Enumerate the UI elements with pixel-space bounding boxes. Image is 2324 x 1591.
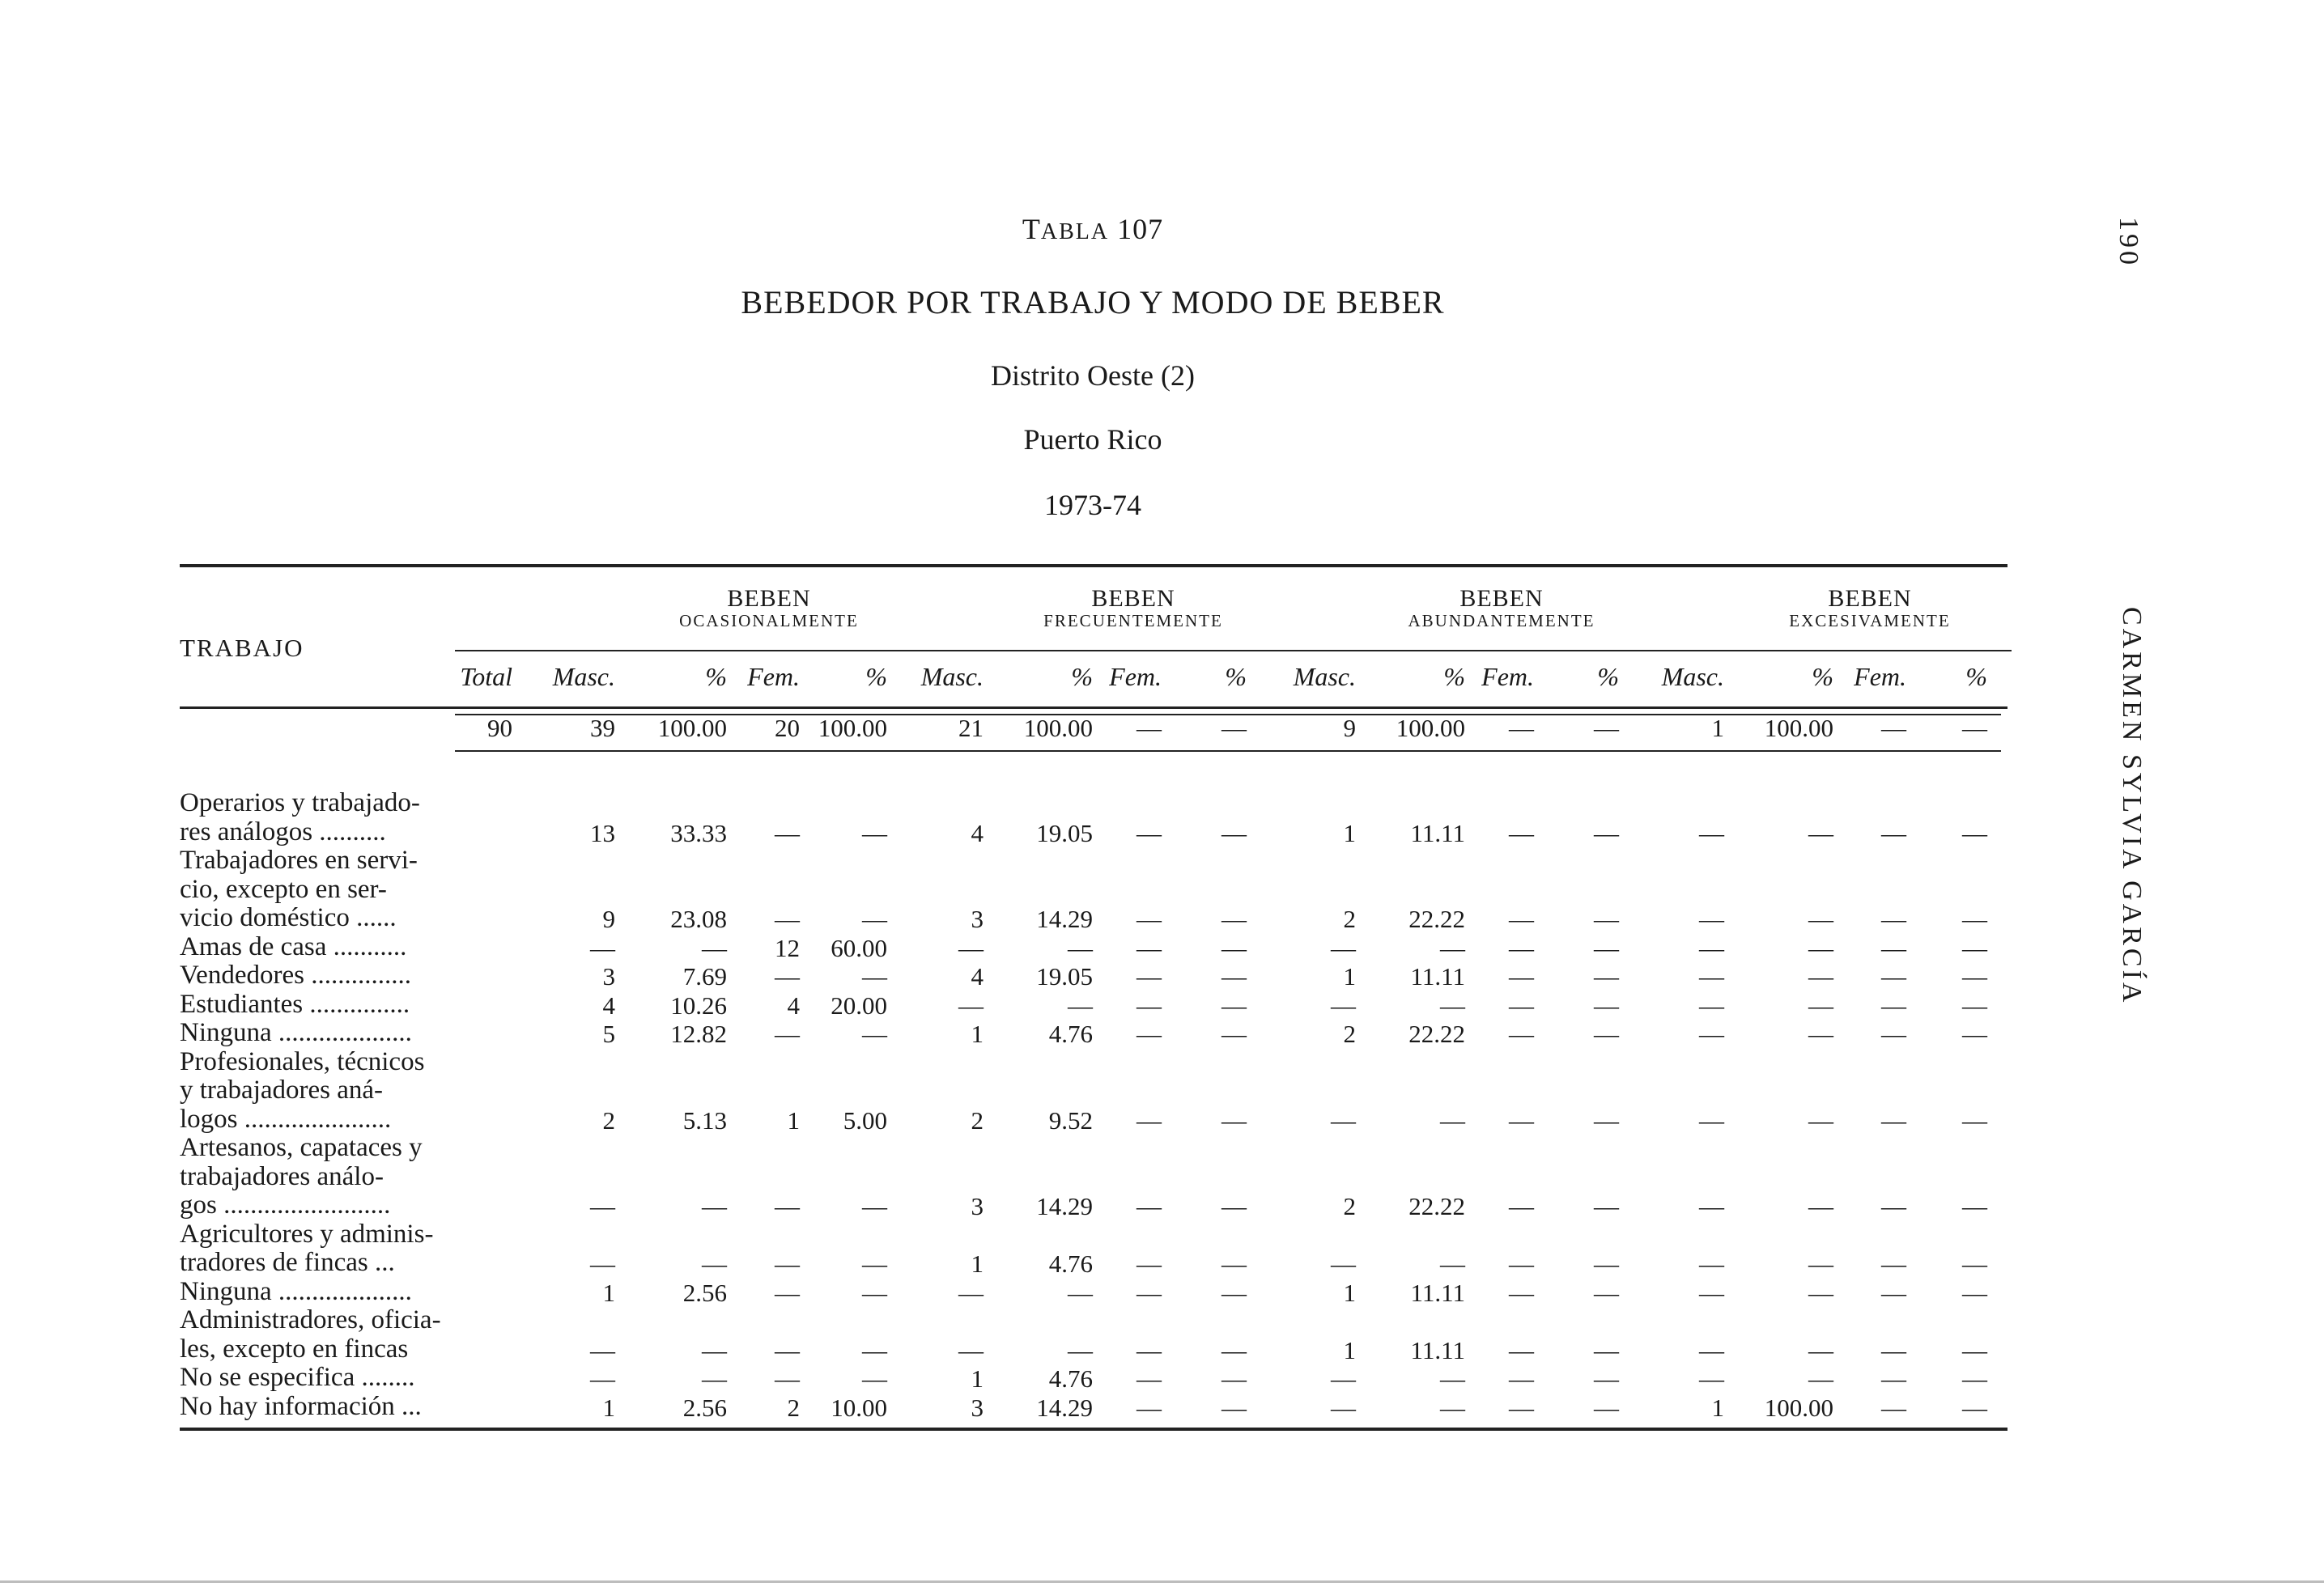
table-cell: — (862, 1278, 887, 1307)
table-cell: 14.29 (1036, 1393, 1093, 1422)
table-cell: — (1594, 1393, 1619, 1422)
table-cell: 3 (971, 1393, 984, 1422)
table-cell: 4.76 (1048, 1020, 1093, 1048)
row-label: Agricultores y adminis- (180, 1219, 434, 1249)
table-cell: — (1221, 1192, 1247, 1220)
table-cell: — (590, 1249, 615, 1278)
subheader-col: Fem. (1481, 662, 1534, 691)
table-cell: — (1509, 962, 1534, 991)
group-header-line2: ABUNDANTEMENTE (1408, 610, 1595, 630)
table-cell: — (1331, 1364, 1356, 1393)
top-rule (180, 564, 2007, 567)
row-label: Vendedores ............... (180, 961, 411, 990)
table-cell: — (1221, 1393, 1247, 1422)
table-cell: — (1137, 1278, 1162, 1307)
table-cell: — (862, 1364, 887, 1393)
group-header-line2: EXCESIVAMENTE (1789, 610, 1951, 630)
table-cell: — (1594, 1364, 1619, 1393)
table-cell: 100.00 (1764, 1393, 1833, 1422)
row-label: gos ......................... (180, 1190, 391, 1220)
table-cell: — (1699, 1249, 1724, 1278)
table-cell: 22.22 (1408, 1192, 1465, 1220)
table-cell: — (1509, 1249, 1534, 1278)
group-header-4 (1668, 586, 2072, 630)
table-cell: — (1699, 1278, 1724, 1307)
row-label: les, excepto en fincas (180, 1334, 409, 1364)
table-cell: — (1509, 818, 1534, 847)
table-cell: — (1331, 1249, 1356, 1278)
table-cell: 1 (971, 1249, 984, 1278)
subheader-col: % (1225, 662, 1247, 691)
total-cell: 21 (958, 714, 984, 742)
table-cell: — (1137, 1335, 1162, 1364)
table-cell: — (1221, 1105, 1247, 1135)
subheader-col: % (1071, 662, 1093, 691)
table-cell: 22.22 (1408, 905, 1465, 933)
subheader-col: Fem. (1109, 662, 1162, 691)
total-cell: 20 (775, 714, 800, 742)
table-cell: — (1594, 905, 1619, 933)
row-label: cio, excepto en ser- (180, 874, 387, 904)
page-number: 190 (2114, 217, 2143, 268)
table-cell: — (1440, 1249, 1465, 1278)
subheader-col: % (1443, 662, 1465, 691)
table-cell: — (1068, 1335, 1093, 1364)
table-cell: — (1699, 818, 1724, 847)
table-cell: — (1509, 1192, 1534, 1220)
row-label: Ninguna .................... (180, 1276, 412, 1306)
table-cell: — (775, 818, 800, 847)
row-label: y trabajadores aná- (180, 1076, 384, 1105)
subheader-col: Fem. (1854, 662, 1906, 691)
table-cell: — (862, 1192, 887, 1220)
table-cell: — (1881, 905, 1906, 933)
table-cell: — (1881, 962, 1906, 991)
table-cell: — (1808, 1335, 1833, 1364)
total-cell: 100.00 (657, 714, 727, 742)
table-cell: 2 (787, 1393, 800, 1422)
subheader-col: Masc. (1661, 662, 1724, 691)
table-cell: — (1221, 905, 1247, 933)
total-cell: — (1594, 714, 1619, 742)
table-cell: — (1808, 1020, 1833, 1048)
table-cell: — (1221, 1335, 1247, 1364)
row-label: Artesanos, capataces y (180, 1133, 423, 1162)
table-cell: — (1331, 1105, 1356, 1135)
table-cell: — (1962, 1335, 1987, 1364)
table-cell: — (1509, 1105, 1534, 1135)
table-cell: 3 (602, 962, 615, 991)
table-cell: 3 (971, 905, 984, 933)
total-cell: 100.00 (1396, 714, 1465, 742)
table-cell: — (1881, 991, 1906, 1020)
table-cell: — (702, 1335, 727, 1364)
table-cell: — (1509, 933, 1534, 962)
table-cell: 60.00 (831, 933, 887, 962)
table-cell: — (1699, 1105, 1724, 1135)
row-label: trabajadores análo- (180, 1161, 384, 1191)
table-cell: — (590, 1364, 615, 1393)
table-cell: — (862, 818, 887, 847)
row-label: tradores de fincas ... (180, 1248, 395, 1277)
subheader-col: % (1812, 662, 1833, 691)
table-cell: 14.29 (1036, 1192, 1093, 1220)
table-cell: 5.13 (682, 1105, 727, 1135)
table-cell: — (775, 1335, 800, 1364)
table-cell: 14.29 (1036, 905, 1093, 933)
table-cell: — (1594, 1249, 1619, 1278)
table-cell: — (1509, 1335, 1534, 1364)
row-label: Profesionales, técnicos (180, 1046, 425, 1076)
row-label: Trabajadores en servi- (180, 846, 418, 875)
table-cell: 5.00 (843, 1105, 887, 1135)
table-cell: — (862, 905, 887, 933)
table-cell: — (1137, 818, 1162, 847)
row-label: No hay información ... (180, 1391, 422, 1421)
total-cell: 9 (1343, 714, 1356, 742)
table-number-label: TABLA 107 (1022, 213, 1164, 245)
table-cell: 1 (971, 1020, 984, 1048)
table-cell: — (1962, 818, 1987, 847)
table-cell: — (702, 1364, 727, 1393)
total-value: 90 (487, 714, 512, 742)
table-cell: 1 (602, 1278, 615, 1307)
table-cell: — (1962, 1105, 1987, 1135)
table-cell: — (1509, 905, 1534, 933)
table-cell: — (1881, 1105, 1906, 1135)
group-header-line2: FRECUENTEMENTE (1043, 610, 1223, 630)
row-label: Amas de casa ........... (180, 931, 407, 961)
table-cell: 20.00 (831, 991, 887, 1020)
group-header-2 (931, 586, 1336, 630)
table-cell: — (1440, 1105, 1465, 1135)
table-cell: 1 (1343, 1278, 1356, 1307)
table-cell: — (1962, 991, 1987, 1020)
subheader-underline (455, 650, 2001, 651)
table-cell: — (1137, 991, 1162, 1020)
table-cell: — (1808, 962, 1833, 991)
subheader-total: Total (460, 662, 512, 691)
table-cell: — (1137, 1364, 1162, 1393)
table-cell: — (1962, 905, 1987, 933)
row-label: Estudiantes ............... (180, 989, 410, 1019)
row-label: No se especifica ........ (180, 1363, 415, 1392)
table-cell: 10.00 (831, 1393, 887, 1422)
table-cell: 2 (971, 1105, 984, 1135)
table-cell: — (1962, 1278, 1987, 1307)
table-cell: — (1331, 1393, 1356, 1422)
table-cell: — (1594, 1335, 1619, 1364)
subheader-col: Masc. (552, 662, 615, 691)
table-cell: — (1221, 962, 1247, 991)
table-title: BEBEDOR POR TRABAJO Y MODO DE BEBER (741, 284, 1445, 320)
table-cell: — (1699, 1020, 1724, 1048)
table-cell: — (1881, 933, 1906, 962)
total-cell: — (1962, 714, 1987, 742)
table-cell: — (1881, 818, 1906, 847)
table-cell: — (1068, 933, 1093, 962)
table-cell: — (1594, 1105, 1619, 1135)
table-cell: — (1594, 1278, 1619, 1307)
subheader-col: Fem. (747, 662, 800, 691)
table-cell: — (1509, 1278, 1534, 1307)
table-cell: — (590, 1192, 615, 1220)
table-cell: — (1509, 1364, 1534, 1393)
table-cell: 4 (602, 991, 615, 1020)
row-label: Administradores, oficia- (180, 1305, 441, 1334)
total-cell: — (1509, 714, 1534, 742)
table-cell: 9.52 (1048, 1105, 1093, 1135)
table-cell: — (958, 1278, 984, 1307)
row-label: res análogos .......... (180, 817, 386, 846)
table-cell: — (1808, 1278, 1833, 1307)
row-header: TRABAJO (180, 634, 304, 662)
group-header-1 (567, 586, 971, 630)
table-cell: — (1221, 1249, 1247, 1278)
totals-bottom-rule (455, 750, 2001, 752)
table-cell: 1 (1343, 962, 1356, 991)
table-cell: — (775, 1249, 800, 1278)
table-cell: — (1137, 1393, 1162, 1422)
table-cell: 19.05 (1036, 962, 1093, 991)
table-cell: 9 (602, 905, 615, 933)
subheader-bottom-rule (180, 706, 2007, 709)
table-cell: — (775, 962, 800, 991)
table-cell: 33.33 (670, 818, 727, 847)
table-cell: — (1594, 962, 1619, 991)
row-label: Operarios y trabajado- (180, 788, 420, 817)
table-cell: — (1331, 991, 1356, 1020)
table-cell: 4.76 (1048, 1249, 1093, 1278)
table-cell: — (1808, 1364, 1833, 1393)
table-cell: 1 (1343, 1335, 1356, 1364)
table-cell: — (1440, 1364, 1465, 1393)
table-cell: — (1808, 1105, 1833, 1135)
table-cell: — (702, 1192, 727, 1220)
total-cell: — (1881, 714, 1906, 742)
bottom-rule (180, 1428, 2007, 1431)
table-cell: 11.11 (1410, 1335, 1465, 1364)
table-cell: 4 (787, 991, 800, 1020)
table-cell: 2 (1343, 905, 1356, 933)
table-cell: — (1699, 991, 1724, 1020)
table-cell: — (1881, 1192, 1906, 1220)
table-cell: — (1068, 1278, 1093, 1307)
table-cell: 2 (602, 1105, 615, 1135)
table-cell: 23.08 (670, 905, 727, 933)
subheader-col: Masc. (1293, 662, 1356, 691)
table-cell: — (958, 933, 984, 962)
table-cell: — (958, 1335, 984, 1364)
table-cell: — (1068, 991, 1093, 1020)
table-cell: — (1962, 933, 1987, 962)
table-cell: — (1808, 933, 1833, 962)
table-cell: 1 (971, 1364, 984, 1393)
total-cell: 100.00 (1023, 714, 1093, 742)
table-cell: — (862, 962, 887, 991)
table-cell: — (1440, 991, 1465, 1020)
table-cell: — (1440, 1393, 1465, 1422)
table-cell: 1 (787, 1105, 800, 1135)
group-header-3 (1299, 586, 1704, 630)
table-cell: 19.05 (1036, 818, 1093, 847)
group-header-line1: BEBEN (727, 585, 811, 612)
table-cell: — (1881, 1278, 1906, 1307)
table-cell: — (1962, 1192, 1987, 1220)
total-cell: — (1221, 714, 1247, 742)
table-cell: — (1137, 1192, 1162, 1220)
table-cell: — (1808, 905, 1833, 933)
table-cell: 11.11 (1410, 818, 1465, 847)
running-head: CARMEN SYLVIA GARCÍA (2117, 607, 2147, 1006)
page-edge (0, 1580, 2324, 1583)
subheader-col: % (1965, 662, 1987, 691)
subtitle-period: 1973-74 (1044, 489, 1141, 521)
row-label: logos ...................... (180, 1104, 392, 1134)
table-cell: — (1699, 933, 1724, 962)
table-cell: — (702, 933, 727, 962)
table-cell: — (1137, 1249, 1162, 1278)
table-cell: — (775, 905, 800, 933)
table-cell: 12.82 (670, 1020, 727, 1048)
table-cell: — (1699, 962, 1724, 991)
table-cell: — (775, 1020, 800, 1048)
table-cell: — (590, 933, 615, 962)
table-cell: — (1137, 1105, 1162, 1135)
table-cell: 7.69 (682, 962, 727, 991)
table-cell: 11.11 (1410, 1278, 1465, 1307)
table-cell: — (1881, 1020, 1906, 1048)
table-cell: — (1808, 991, 1833, 1020)
table-cell: — (1962, 1020, 1987, 1048)
table-cell: 13 (590, 818, 615, 847)
subheader-col: % (1597, 662, 1619, 691)
table-cell: 5 (602, 1020, 615, 1048)
table-cell: 12 (775, 933, 800, 962)
table-cell: — (1962, 962, 1987, 991)
table-cell: — (1881, 1335, 1906, 1364)
row-label: vicio doméstico ...... (180, 903, 397, 932)
table-cell: — (1509, 1393, 1534, 1422)
table-cell: — (1137, 905, 1162, 933)
table-cell: — (862, 1249, 887, 1278)
table-cell: 4 (971, 818, 984, 847)
table-cell: — (1699, 1335, 1724, 1364)
table-cell: — (1331, 933, 1356, 962)
table-cell: — (1594, 1020, 1619, 1048)
table-cell: — (775, 1364, 800, 1393)
table-cell: — (775, 1278, 800, 1307)
table-cell: 1 (1343, 818, 1356, 847)
table-cell: 10.26 (670, 991, 727, 1020)
table-cell: — (1699, 1364, 1724, 1393)
table-cell: — (862, 1020, 887, 1048)
table-cell: — (1221, 818, 1247, 847)
table-cell: — (1137, 1020, 1162, 1048)
table-cell: — (1221, 1364, 1247, 1393)
table-cell: 2.56 (682, 1278, 727, 1307)
table-cell: 11.11 (1410, 962, 1465, 991)
table-cell: — (1962, 1393, 1987, 1422)
table-cell: — (1962, 1364, 1987, 1393)
table-number (0, 212, 2186, 246)
table-cell: — (1221, 991, 1247, 1020)
table-cell: 1 (602, 1393, 615, 1422)
table-cell: — (1699, 1192, 1724, 1220)
table-cell: 4.76 (1048, 1364, 1093, 1393)
total-cell: 39 (590, 714, 615, 742)
row-label: Ninguna .................... (180, 1018, 412, 1047)
subheader-col: Masc. (920, 662, 984, 691)
table-cell: — (1221, 1278, 1247, 1307)
table-cell: — (1594, 933, 1619, 962)
table-cell: — (1221, 933, 1247, 962)
table-cell: — (702, 1249, 727, 1278)
table-cell: — (1440, 933, 1465, 962)
table-cell: — (1808, 818, 1833, 847)
table-cell: — (1594, 818, 1619, 847)
table-cell: — (1509, 1020, 1534, 1048)
table-cell: 2.56 (682, 1393, 727, 1422)
table-cell: 4 (971, 962, 984, 991)
subtitle-district: Distrito Oeste (2) (991, 359, 1195, 392)
table-cell: — (1699, 905, 1724, 933)
table-cell: 22.22 (1408, 1020, 1465, 1048)
table-cell: — (1962, 1249, 1987, 1278)
table-cell: 2 (1343, 1192, 1356, 1220)
group-header-line1: BEBEN (1091, 585, 1175, 612)
table-cell: — (1221, 1020, 1247, 1048)
subheader-col: % (705, 662, 727, 691)
table-cell: 1 (1711, 1393, 1724, 1422)
table-cell: — (1808, 1192, 1833, 1220)
total-cell: 1 (1711, 714, 1724, 742)
total-cell: 100.00 (1764, 714, 1833, 742)
table-cell: 3 (971, 1192, 984, 1220)
table-cell: — (1881, 1364, 1906, 1393)
table-cell: — (1594, 991, 1619, 1020)
group-header-line1: BEBEN (1828, 585, 1912, 612)
group-header-line1: BEBEN (1459, 585, 1544, 612)
table-cell: — (775, 1192, 800, 1220)
table-cell: — (1137, 962, 1162, 991)
table-cell: — (1137, 933, 1162, 962)
table-cell: 2 (1343, 1020, 1356, 1048)
table-cell: — (1594, 1192, 1619, 1220)
table-cell: — (1881, 1249, 1906, 1278)
total-cell: 100.00 (818, 714, 887, 742)
table-cell: — (958, 991, 984, 1020)
total-cell: — (1137, 714, 1162, 742)
table-cell: — (1881, 1393, 1906, 1422)
table-cell: — (590, 1335, 615, 1364)
subheader-col: % (865, 662, 887, 691)
group-header-line2: OCASIONALMENTE (679, 610, 859, 630)
table-cell: — (1808, 1249, 1833, 1278)
table-cell: — (1509, 991, 1534, 1020)
subtitle-place: Puerto Rico (1023, 423, 1162, 456)
table-cell: — (862, 1335, 887, 1364)
